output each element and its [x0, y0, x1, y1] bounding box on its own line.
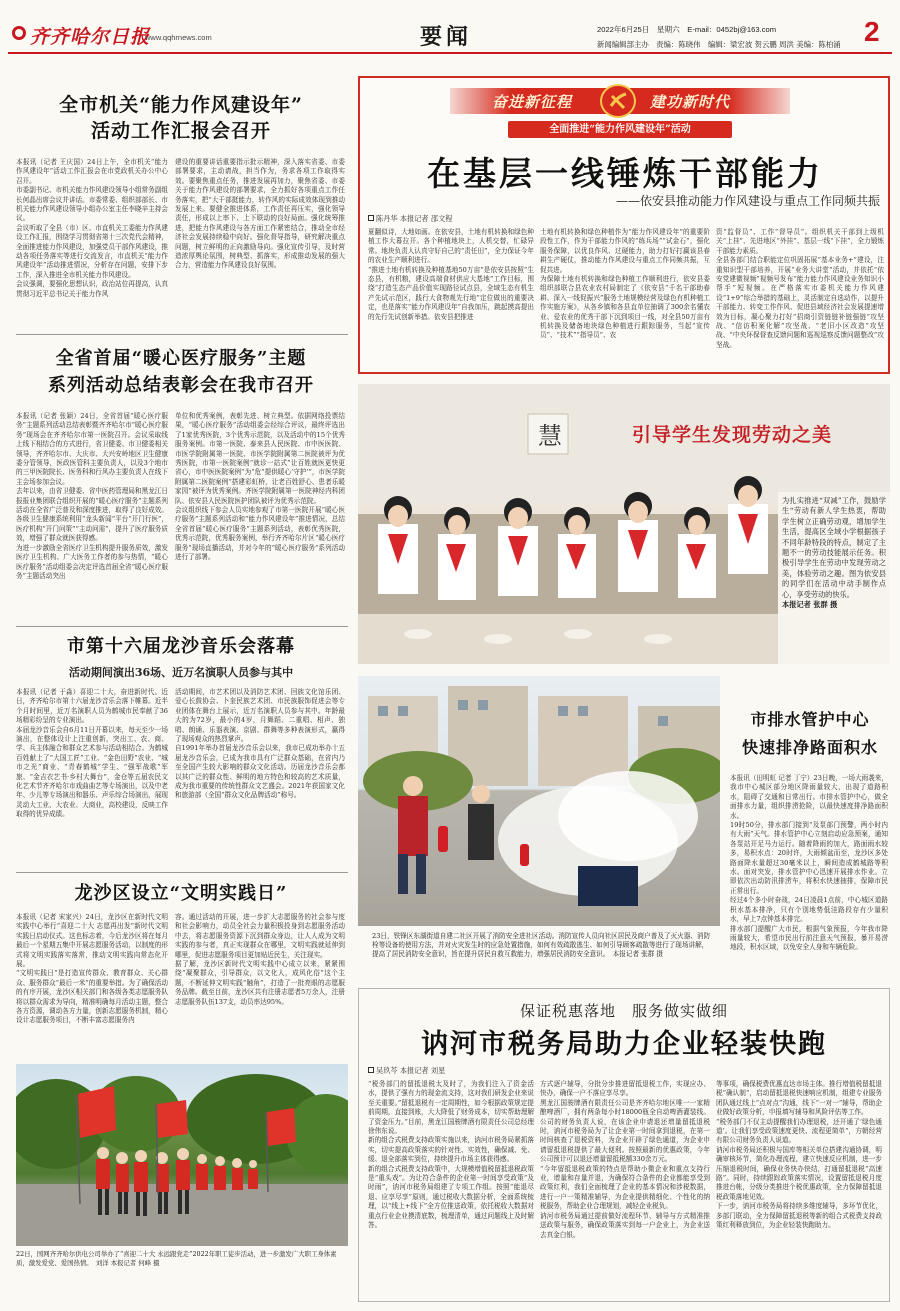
tax-byline-text: 吴玖芩 本报记者 刘星: [376, 1066, 446, 1075]
byline-box-icon: [368, 215, 374, 221]
feature-col1: 夏翻似诗，大地如画。在依安县，土地有机转换和绿色种植工作大幕拉开。各个种植地块上，人机交替，忙碌异常。地块负责人认真守好自己的“责任田”，全力保证今年的农业生产顺利进行。 “推进土地有机转换及种植基地50万亩”是依安县按照“生态县，有机粮，建设高端食材供应大基地”工作目标，围绕“打造生态产品价值实现路径试点县，全域生态有机生产先试示范区，践行大食物观先行地”定位做出的重要决定，也是落实“能力作风建设年”自我加压，跳起摸高提出的先行先试创新举措。依安县把推进: [368, 228, 534, 321]
fire-drill-photo-art: [358, 676, 720, 926]
art1-col2: 建设的重要讲话重要指示批示精神，深入落实省委、市委部署要求，主动请战，担当作为，务求各项工作取得实效。要聚焦重点任务，推进发展再加力，聚焦省委、市委关于能力作风建设的部署要求，全力抓好各项重点工作任务落实，把“大干部挺能力，转作风的实际成效体现到推动发展上来。要健全推进体系，工作责任再压实，强化领导责任，形成以上率下、上下联动的良好局面。强化统筹推进，把能力作风建设与各方面工作紧密结合，推动全市经济社会发展持续稳中向好。强化督导指导，研究解决重点问题，树立鲜明的正向激励导向。强化宣传引导，及时营造浓厚舆论氛围，树典型、抓落实，形成推动发展的强大合力，营造能力作风建设良好氛围。: [175, 158, 345, 270]
date-line: 2022年6月25日 星期六 E-mail：0452bj@163.com: [597, 25, 777, 34]
newspaper-logo: [12, 26, 26, 40]
feature-headline: 在基层一线锤炼干部能力: [427, 154, 823, 193]
banner-right-text: 建功新时代: [650, 93, 731, 111]
art3-subtitle: 活动期间演出36场、近万名演职人员参与其中: [68, 666, 294, 679]
art4-col1: 本报讯（记者 宋家兴）24日，龙沙区在新时代文明实践中心举行“喜迎二十大 志愿再出发”新时代文明实践日启动仪式。这也标志着，今后龙沙区将在每月最后一个星期五集中开展志愿服务活动，以制度的形式将文明实践落实落常，推动文明实践向常态化开展。 “文明实践日”是打造宣传群众、教育群众、关心群众、服务群众“最后一米”的重要举措。为了确保活动的有序开展，龙沙区相关部门和各级各类志愿服务队将以群众需求为导向，精准明确每月活动主题，整合各方资源，调动各方力量，创新志愿服务机制，精心设计志愿服务项目，不断丰富志愿服务内: [16, 913, 168, 1025]
masthead-rule: [8, 52, 892, 54]
tax-col3: 等事项，确保税费优惠直达市场主体。推行增值税留抵退税“确认制”，启动留抵退税快速响应机制，组建专业服务团队通过线上“点对点”沟通，线下“一对一”辅导，帮助企业做好政策分析，申报填写辅导和风险评估等工作。 “税务部门不仅主动提醒我们办理退税，还开通了‘绿色通道’。让我们享受政策速度更快、流程更简单”，方朝经营有限公司财务负责人说道。 讷河市税务局还积极与国库等相关单位搭建沟通协调，明确审核环节，简化办理流程，建立快速反应机制，进一步压缩退税时间，确保业务快办快结，打通留抵退税“高速路”。同时，持续跟踪政策落实情况，设置留抵退税月度推进台帐，分级分类推进个税优惠政策，全力保障留抵退税政策落地见效。 下一步，讷河市税务局将持续多维度辅导，多环节优化，多部门联动，全力保障留抵退税等新的组合式税费支持政策红利释放到位，为企业轻装快跑助力。: [716, 1080, 882, 1230]
website-url: www.qqhrnews.com: [145, 33, 212, 42]
art1-title: [16, 92, 346, 144]
tax-headline: 讷河市税务局助力企业轻装快跑: [421, 1029, 827, 1060]
editors-line: 新闻编辑部主办 责编：陈晓伟 编辑：梁宏波 贺云鹏 周洪 美编：陈柏涌: [597, 40, 841, 49]
labor-caption: [782, 496, 886, 610]
art3-title: 市第十六届龙沙音乐会落幕: [67, 636, 295, 657]
feature-byline-text: 陈丹华 本报记者 邵文程: [376, 214, 453, 223]
drain-body: 本报讯（田明虹 记者 丁宁）23日晚，一场大雨袭来，我市中心城区部分地区降雨量较大，出现了道路积水，阻碍了交通和日常出行。市排水管护中心，做全面排水力量，组织排涝抢险，以最快速度排净路面积水。 19时50分，排水部门接到“及泵部门预警，两小时内有大雨”天气。排水管护中心立刻启动应急预案，通知各泵站开足马力运行。随着降雨的加大，路面雨水较多，易积水点：20时许，大雨倾盆而至，龙沙区多处路面降水量超过30毫米以上，瞬间造成鹤城路等积水。面对突发，排水管护中心迅速开展排水作业。立即依次出动防汛排涝车，将积水快速抽排，保障市民正常出行。 经过4个多小时奋战，24日凌晨1点前，中心城区道路积水基本排净，只有个别地势低洼路段存有少量积水，早上7点钟基本排完。 排水部门提醒广大市民，根据气象预报，今年我市降雨量较大，希望市民出行前注意天气预报，暴开易涝地段，积水区域，以免安全人身和车辆危险。: [730, 774, 888, 952]
feature-banner: [450, 84, 790, 142]
art3-col1: 本报讯（记者 于淼）喜迎二十大，奋进新时代。近日，齐齐哈尔市第十六届龙沙音乐会落下帷幕。近半个月时间里，近万名演职人员为鹤城市民奉献了36场精彩纷呈的专业演出。 本届龙沙音乐会自6月11日开幕以来，每天至少一场演出，在整体设计上注重创新，突出工、农、商、学、兵主体融合和群众艺术参与活动相结合。为鹤城百姓献上了“大国工匠”工业、“金色田野”农业、“城市之光”商业、“青春鹤城”学生、“强军战歌”军旅、“金吉衣艺书·乡村大舞台”，金仓等五届农民文化艺术节齐齐哈尔市戏曲曲艺等专场演出，以及中老年、少儿等专场演出和器乐、声乐综合场演出，展现灵动大工业、大农业、大商业，高校建设，反映工作取得的优异成绩。: [16, 688, 168, 819]
feature-col3: 资“监督员”、工作“督导员”。组织机关干部到上级机关“上挂”、先进地区“外挂”、基层一线“下挂”，全力锻炼干部能力素质。 全县各部门结合职能定位巩固拓展“基本业务+”建设，注重知识型干部培养，开展“业务大讲堂”活动，并依托“依安党建微视频”视频号发布“能力能力作风建设业务知识小帮手”短视频。在严格落实市委机关能力作风建设“1+9”综合举措的基础上，灵活制定自选动作，以提升干部能力、转变工作作风、促进县域经济社会发展提速增效为目标，凝心聚力打好“招商引资链链补链强链”攻坚战、“信访积案化解”攻坚战、“老旧小区改造”攻坚战、“中央环保督查反馈问题和巡视巡察反馈问题整改”攻坚战。: [716, 228, 884, 349]
party-emblem-icon: [600, 84, 636, 118]
tax-col2: 方式逐户辅导，分批分步推进留抵退税工作，实现应办、快办，确保一户不落应享尽享。 黑龙江国骏牌酒有限责任公司是齐齐哈尔地区唯一一家精酿啤酒厂，拥有两条每小时18000瓶全自动啤酒灌装线。公司的财务负责人说，在该企业申请退还增量留抵退税时，讷河市税务局为了让企业第一时间拿到退税，在第一时间核查了退税资料，为企业开辟了绿色通道，为企业申请留抵退税提供了最大便利。按照最新的优惠政策，今年公司预计可以退还增量留抵税额330余万元。 “今年留抵退税政策的特点是帮助小微企业和重点支持行业，增量和存量并退，为确保符合条件的企业都能享受到政策红利，我们全面梳理了企业的基本情况和涉税数据，进行一户一策精准辅导，为企业提供精细化、个性化的纳税服务，帮助企业合理规划，减轻企业税负。 讷河市税务局通过提前做好流程环节、辅导与方式精准推送政策与服务，确保政策落实到每一户企业上，为企业送去真金白银。: [540, 1080, 710, 1239]
feature-col2: 土地有机转换和绿色种植作为“能力作风建设年”的重要阶段性工作，作为干部能力作风的“练兵场”“试金石”，强化服务保障，以优良作风、过硬能力，助力打好打赢该县春耕生产硬仗，推动能力作风建设与重点工作同频共振，互促共进。 为保障土地有机转换和绿色种植工作顺利进行，依安县委组织部联合县农业农村局制定了《依安县“千名干部助春耕、深入一线促振兴”服务土地规模经营及绿色有机种植工作实施方案》，从各乡镇和各县直单位抽调了300余名懂农业、爱农业的优秀干部下沉到项目一线，对全县50万亩有机转换及储备地块绿色种植进行跟踪服务，当起“宣传员”、“技术”“指导员”、农: [540, 228, 710, 340]
walking-event-photo-art: [16, 1064, 348, 1246]
walking-event-photo: [16, 1064, 348, 1246]
drain-title-line1: 市排水管护中心: [750, 710, 870, 729]
tax-byline: [368, 1066, 445, 1076]
svg-text:慧: 慧: [538, 422, 562, 450]
art1-col1: 本报讯（记者 王庆国）24日上午，全市机关“能力作风建设年”活动工作汇报会在市党政机关办公中心召开。 市委副书记、市机关能力作风建设领导小组常务副组长何晶出席会议并讲话。市委常委、组织部部长、市机关能力作风建设领导小组办公室主任李晓辛主持会议。 会议听取了全县（市）区、市直机关工委能力作风建设工作汇报，围绕学习贯彻省第十三次党代会精神，全面推进能力作风建设，加强党员干部作风建设，推动各项任务落实等进行交流发言，市直机关“能力作风建设年”活动推进情况，分析存在问题，安排下步工作，深入推进全市机关能力作风建设。 会议强调，要强化思想认识，政治站位再提高，认真贯彻习近平总书记关于能力作风: [16, 158, 168, 298]
banner-left-text: 奋进新征程: [492, 93, 573, 111]
divider: [16, 334, 348, 335]
art2-col1: 本报讯（记者 张颖）24日，全省首届“暖心医疗服务”主题系列活动总结表彰暨齐齐哈尔市“暖心医疗服务”现场会在齐齐哈尔市第一医院召开。会议采取线上线下相结合的方式进行，省卫健委、市卫健委相关领导，齐齐哈尔市、大庆市、大兴安岭地区卫生健康委分管领导，医政医管科主要负责人，以及3个地市的三甲医院院长、医务科和行风办主要负责人在线下主会场参加会议。 去年以来，由省卫健委、省中医药管理局和黑龙江日报报业集团联合组织开展的“暖心医疗服务”主题系列活动在全省广泛普及和深度推进，取得了良好成效。各级卫生健康系统利用“龙头新闻”平台“开门行医”，医疗机构“开门问策”“主动问需”，提升了医疗服务质效，增强了群众就医获得感。 为进一步激励全省医疗卫生机构提升服务质效，激发医疗卫生机构、广大医务工作者的参与热情，“暖心医疗服务”活动组委会决定评选首届全省“暖心医疗服务”主题活动突出: [16, 412, 168, 580]
tax-col1: “税务部门的留抵退税太及时了，为我们注入了资金活水，提供了强有力的现金流支持，这对我们研发企业来说至关重要。”留抵退税有一定周期性，如今根据政策规定提前周期，直接到账，大大降低了财务成本，切实帮助理解了资金压力。”目前，黑龙江国骏牌酒有限责任公司总经理徐伟东说。 新的组合式税费支持政策实施以来，讷河市税务局紧抓落实，切实提高政策落实的针对性、实效性，确保减、免、缓、退全部落实到位，持续提升市场主体获得感。 新的组合式税费支持政策中，大规模增值税留抵退税政策是“重头戏”。为让符合条件的企业第一时间享受政策“及时雨”，讷河市税务局组建了专项工作组。按照“能退尽退、应享尽享”原则，通过税收大数据分析，全面系统梳理，以“线上+线下”全方位推送政策，依托税收大数据对重点行业企业摸清底数，梳理清单，通过问题线上及时解答。: [368, 1080, 534, 1230]
divider: [16, 872, 348, 873]
banner-subtitle: 全面推进“能力作风建设年”活动: [508, 121, 732, 138]
logo-text: 齐齐哈尔日报: [30, 26, 151, 48]
labor-title: 引导学生发现劳动之美: [632, 424, 833, 446]
fire-drill-caption: 23日，铁锋区东湖街道自建二社区开展了消防安全进社区活动。消防宣传人员向社区居民及商户普及了灭火器、消防栓等设备的使用方法，并对火灾发生时的应急处置措施，如何有效疏散逃生、如何引导顾客疏散等进行了现场讲解，提高了居民消防安全意识，旨在提升居民自救互救能力，增强居民消防安全意识。 本报记者 张群 摄: [372, 932, 711, 959]
art2-title-line2: 系列活动总结表彰会在我市召开: [48, 375, 314, 396]
fire-drill-photo: [358, 676, 720, 926]
feature-subhead: ——依安县推动能力作风建设与重点工作同频共振: [615, 194, 880, 208]
art4-col2: 容。通过活动的开展，进一步扩大志愿服务的社会参与度和社会影响力，动员全社会力量积极投身到志愿服务活动中去，将志愿服务资源下沉到群众身边，让人人成为文明实践的参与者，真正实现群众在哪里，文明实践就延伸到哪里，促进志愿服务项目更加贴近民生，关注现实。 据了解，龙沙区新时代文明实践中心成立以来，紧紧围绕“凝聚群众，引导群众，以文化人，成风化俗”这个主题，不断延伸文明实践“触角”，打造了一批亮眼的志愿服务品牌。截至目前，龙沙区共有注册志愿者5万余人，注册志愿服务队伍137支，动员率达95%。: [175, 913, 345, 1006]
art3-col2: 活动期间，市艺术团以及消防艺术团、回族文化馆乐团、爱心长鼓协会、卜奎民族艺术团、市民族服饰促进会等专业团体在舞台上展示，近万名演职人员参与其中。年龄最大的为72岁，最小的4岁，月舞蹈、二重唱、相声、独唱、朗诵、乐器表演、京剧、群舞等多种表演形式，赢得了现场观众的热烈掌声。 自1991年举办首届龙沙音乐会以来，我市已成功举办十五届龙沙音乐会，已成为我市具有广泛群众基础，在省内乃至全国产生较大影响的群众文化活动。历届龙沙音乐会都以其广泛的群众性、鲜明的地方特色和较高的艺术质量，成为我市重要的传统性群众文艺盛会。2021年获国家文化和旅游部（全国“群众文化品牌活动”称号。: [175, 688, 345, 800]
labor-credit: 本报记者 张群 摄: [782, 600, 838, 610]
walking-event-caption: 22日，国网齐齐哈尔供电公司举办了“喜迎二十大 永远跟党走”2022年职工徒步活动，进一步激发广大职工身体素质，激发爱党、爱国热情。 刘洋 本报记者 何峰 摄: [16, 1250, 337, 1267]
feature-byline: [368, 214, 452, 224]
art2-col2: 单位和优秀案例，表彰先进、树立典型。依据网络投票结果，“暖心医疗服务”活动组委会经综合评议，最终评选出了1家优秀医院，3个优秀示范院，以及活动中的15个优秀服务案例。市第一医院、泰来县人民医院、市中医医院、市医学院附属第一医院、市医学院附属第二医院被评为优秀医院，市第一医院案例“就诊一站式”让百姓就医更快更省心，市中医医院案例“为“危”提供暖心‘守护’”，市医学院附属第二医院案例“搭建彩虹桥，让老百姓舒心、患者乐暖家园”被评为优秀案例。齐医学院附属第一医院神经内科团队、依安县人民医院医护团队被评为优秀示范院。 会议组织线下参会人员实地参观了市第一医院开展“暖心医疗服务”主题系列活动和“能力作风建设年”推进情况，总结全省首届“暖心医疗服务”主题系列活动，表彰优秀医院，优秀示范院，优秀服务案例，举行齐齐哈尔片区“暖心医疗服务”现场直播活动，并对今年的“暖心医疗服务”系列活动进行了部署。: [175, 412, 345, 562]
art2-title: [16, 345, 346, 399]
labor-caption-text: 为扎实推进“双减”工作，鼓励学生“劳动有新人学生热衷，帮助学生树立正确劳动观，增加学生生活，提高区全域小学根据孩子不同年龄特段的特点，制定了主题不一的劳动技能展示任务。积极引导学生在劳动中发现劳动之美，体验劳动之趣。图为依安县的同学们在活动中动手制作点心，享受劳动的快乐。: [782, 496, 886, 599]
art4-title: 龙沙区设立“文明实践日”: [74, 883, 288, 904]
page-number: 2: [864, 16, 880, 47]
divider: [16, 626, 348, 627]
byline-box-icon: [368, 1067, 374, 1073]
art1-title-line2: 活动工作汇报会召开: [90, 120, 271, 142]
art1-title-line1: 全市机关“能力作风建设年”: [59, 94, 303, 116]
tax-kicker: 保证税惠落地 服务做实做细: [519, 1002, 728, 1020]
drain-title-line2: 快速排净路面积水: [741, 738, 878, 757]
drain-title: [730, 706, 890, 762]
masthead: [0, 0, 900, 64]
section-title: 要闻: [420, 24, 473, 50]
art2-title-line1: 全省首届“暖心医疗服务”主题: [55, 348, 307, 369]
